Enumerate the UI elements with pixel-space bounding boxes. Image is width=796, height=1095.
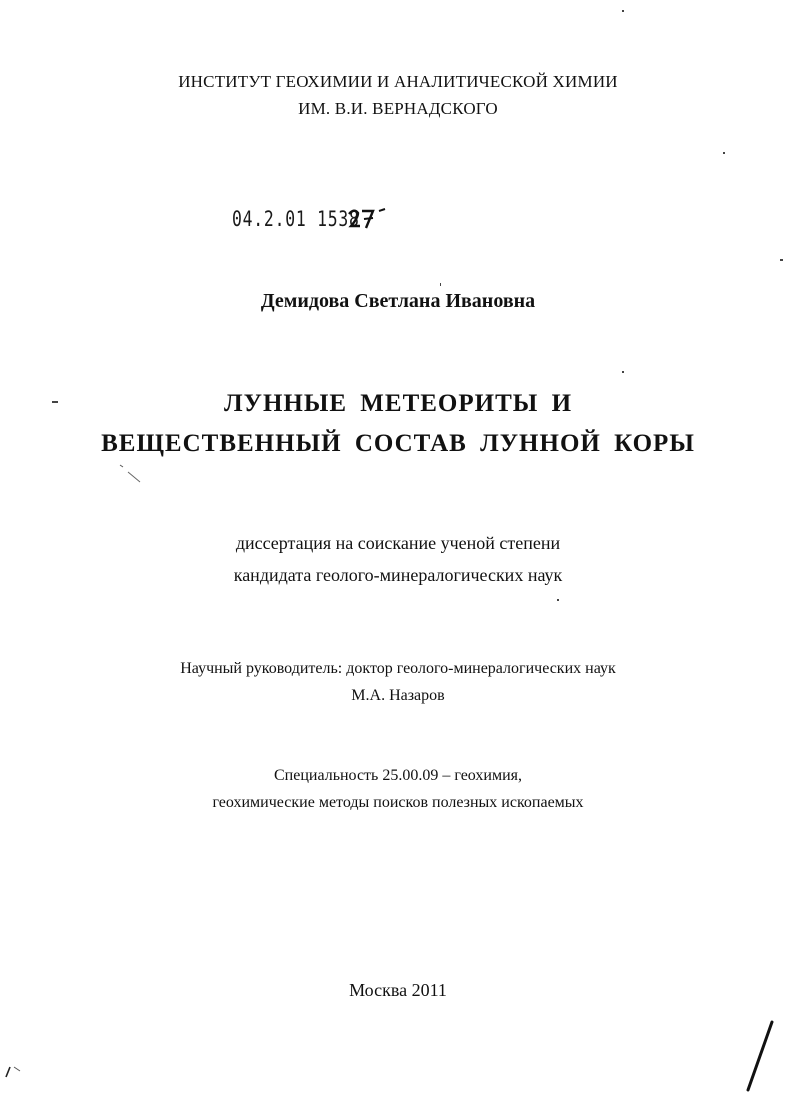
scan-speck (52, 401, 58, 403)
supervisor-line1: Научный руководитель: доктор геолого-минералогических наук (180, 660, 616, 677)
city-year: Москва 2011 (349, 980, 447, 1000)
dissertation-title-line1: ЛУННЫЕ МЕТЕОРИТЫ И (223, 390, 573, 417)
degree-line1: диссертация на соискание ученой степени (235, 533, 561, 553)
handwritten-stamp-digits (346, 206, 388, 232)
supervisor-name: М.А. Назаров (351, 687, 445, 704)
scan-scratch (118, 462, 148, 488)
specialty-line1: Специальность 25.00.09 – геохимия, (274, 767, 522, 784)
scan-speck (440, 283, 441, 286)
specialty-line2: геохимические методы поисков полезных ископаемых (212, 794, 584, 811)
institute-name-line1: ИНСТИТУТ ГЕОХИМИИ И АНАЛИТИЧЕСКОЙ ХИМИИ (178, 72, 618, 91)
dissertation-title-line2: ВЕЩЕСТВЕННЫЙ СОСТАВ ЛУННОЙ КОРЫ (101, 430, 695, 457)
degree-line2: кандидата геолого-минералогических наук (233, 565, 563, 585)
registration-number: 04.2.01 1538 (232, 207, 360, 231)
scan-speck (723, 152, 725, 154)
institute-name-line2: ИМ. В.И. ВЕРНАДСКОГО (298, 99, 498, 118)
page-number-slash-mark (740, 1018, 780, 1094)
scan-speck (780, 259, 783, 261)
corner-pencil-mark (2, 1055, 28, 1085)
scan-speck (557, 599, 559, 601)
scan-speck (622, 10, 624, 12)
author-name: Демидова Светлана Ивановна (260, 290, 536, 312)
scan-speck (622, 371, 624, 373)
